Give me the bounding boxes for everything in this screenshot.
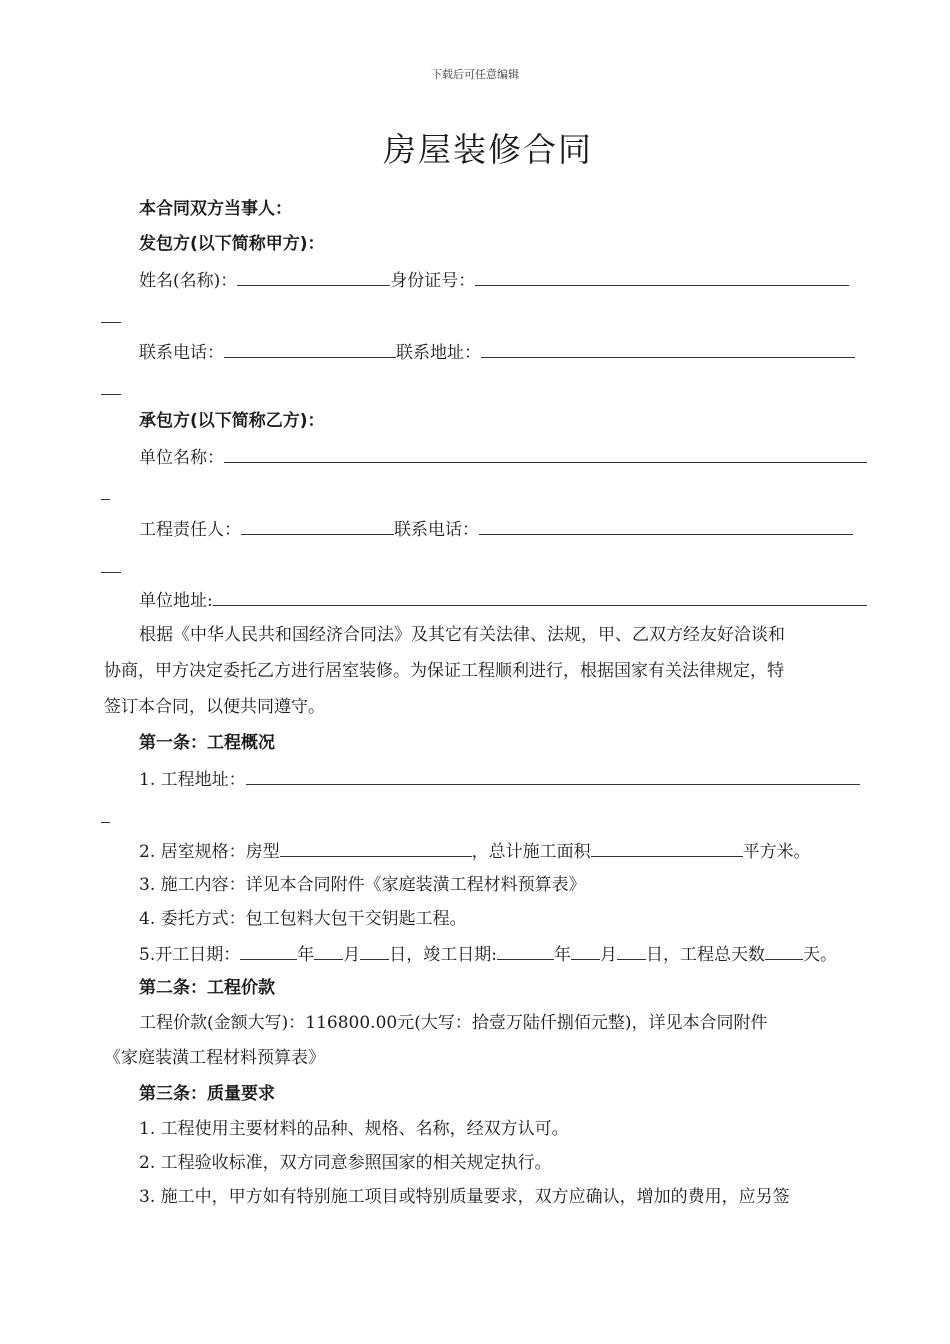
article-1-item-2: [139, 840, 811, 862]
article-1-item-1: [139, 768, 860, 790]
page-title: 房屋装修合同: [383, 130, 593, 169]
party-b-unit-row: [139, 446, 867, 468]
party-a-heading: 发包方(以下简称甲方)：: [139, 234, 325, 254]
line-continuation: [101, 499, 110, 500]
article-2-line-2: 《家庭装潢工程材料预算表》: [104, 1048, 325, 1068]
area-label: ，总计施工面积: [471, 842, 591, 862]
month-label: 月: [343, 945, 361, 965]
work-address-blank[interactable]: [246, 768, 860, 785]
party-a-address-blank[interactable]: [481, 341, 855, 358]
line-continuation: [101, 322, 121, 323]
article-3-item-2: 2. 工程验收标准，双方同意参照国家的相关规定执行。: [139, 1153, 552, 1173]
party-b-address-row: [139, 589, 867, 611]
parties-heading: 本合同双方当事人：: [139, 199, 292, 219]
total-days-blank[interactable]: [765, 943, 803, 960]
area-unit: 平方米。: [742, 842, 811, 862]
article-3-item-3: 3. 施工中，甲方如有特别施工项目或特别质量要求，双方应确认，增加的费用，应另签: [139, 1187, 790, 1207]
article-2-heading: 第二条：工程价款: [139, 978, 275, 998]
start-month-blank[interactable]: [314, 943, 343, 960]
party-b-manager-row: [139, 518, 853, 540]
start-year-blank[interactable]: [240, 943, 297, 960]
article-1-item-5: [139, 943, 837, 965]
party-a-id-label: 身份证号：: [390, 271, 476, 291]
year-label: 年: [553, 945, 571, 965]
preamble-line-1: 根据《中华人民共和国经济合同法》及其它有关法律、法规，甲、乙双方经友好洽谈和: [139, 625, 785, 645]
party-a-phone-label: 联系电话：: [139, 343, 224, 363]
party-b-address-label: 单位地址:: [139, 591, 213, 611]
start-day-blank[interactable]: [360, 943, 389, 960]
work-address-label: 1. 工程地址：: [139, 770, 246, 790]
line-continuation: [101, 822, 110, 823]
article-2-line-1: 工程价款(金额大写)：116800.00元(大写：拾壹万陆仟捌佰元整)，详见本合同附件: [139, 1013, 768, 1033]
end-date-label: 日，竣工日期:: [389, 945, 497, 965]
party-a-address-label: 联系地址：: [396, 343, 481, 363]
area-blank[interactable]: [591, 840, 743, 857]
total-days-label: 日，工程总天数: [645, 945, 765, 965]
party-b-manager-label: 工程责任人：: [139, 520, 241, 540]
preamble-line-2: 协商，甲方决定委托乙方进行居室装修。为保证工程顺利进行，根据国家有关法律规定，特: [104, 661, 784, 681]
party-b-phone-blank[interactable]: [479, 518, 853, 535]
article-1-item-4: 4. 委托方式：包工包料大包干交钥匙工程。: [139, 909, 467, 929]
end-year-blank[interactable]: [497, 943, 554, 960]
party-a-name-label: 姓名(名称)：: [139, 271, 238, 291]
article-3-heading: 第三条：质量要求: [139, 1084, 275, 1104]
end-day-blank[interactable]: [617, 943, 646, 960]
party-b-unit-label: 单位名称：: [139, 448, 224, 468]
year-label: 年: [297, 945, 315, 965]
party-b-phone-label: 联系电话：: [394, 520, 479, 540]
preamble-line-3: 签订本合同，以便共同遵守。: [104, 697, 325, 717]
party-a-phone-blank[interactable]: [224, 341, 396, 358]
party-b-manager-blank[interactable]: [241, 518, 394, 535]
start-date-label: 5.开工日期：: [139, 945, 241, 965]
party-a-id-blank[interactable]: [475, 269, 849, 286]
room-type-blank[interactable]: [280, 840, 472, 857]
party-a-phone-row: [139, 341, 855, 363]
article-3-item-1: 1. 工程使用主要材料的品种、规格、名称，经双方认可。: [139, 1119, 569, 1139]
party-b-heading: 承包方(以下简称乙方)：: [139, 411, 325, 431]
article-1-item-3: 3. 施工内容：详见本合同附件《家庭装潢工程材料预算表》: [139, 875, 586, 895]
line-continuation: [101, 572, 121, 573]
article-1-heading: 第一条：工程概况: [139, 733, 275, 753]
line-continuation: [101, 394, 121, 395]
end-month-blank[interactable]: [571, 943, 600, 960]
room-spec-label: 2. 居室规格：房型: [139, 842, 280, 862]
party-b-address-blank[interactable]: [213, 589, 867, 606]
month-label: 月: [599, 945, 617, 965]
days-unit: 天。: [802, 945, 837, 965]
party-a-name-blank[interactable]: [237, 269, 390, 286]
party-a-name-row: [139, 269, 849, 291]
header-note: 下载后可任意编辑: [431, 68, 519, 81]
party-b-unit-blank[interactable]: [224, 446, 867, 463]
